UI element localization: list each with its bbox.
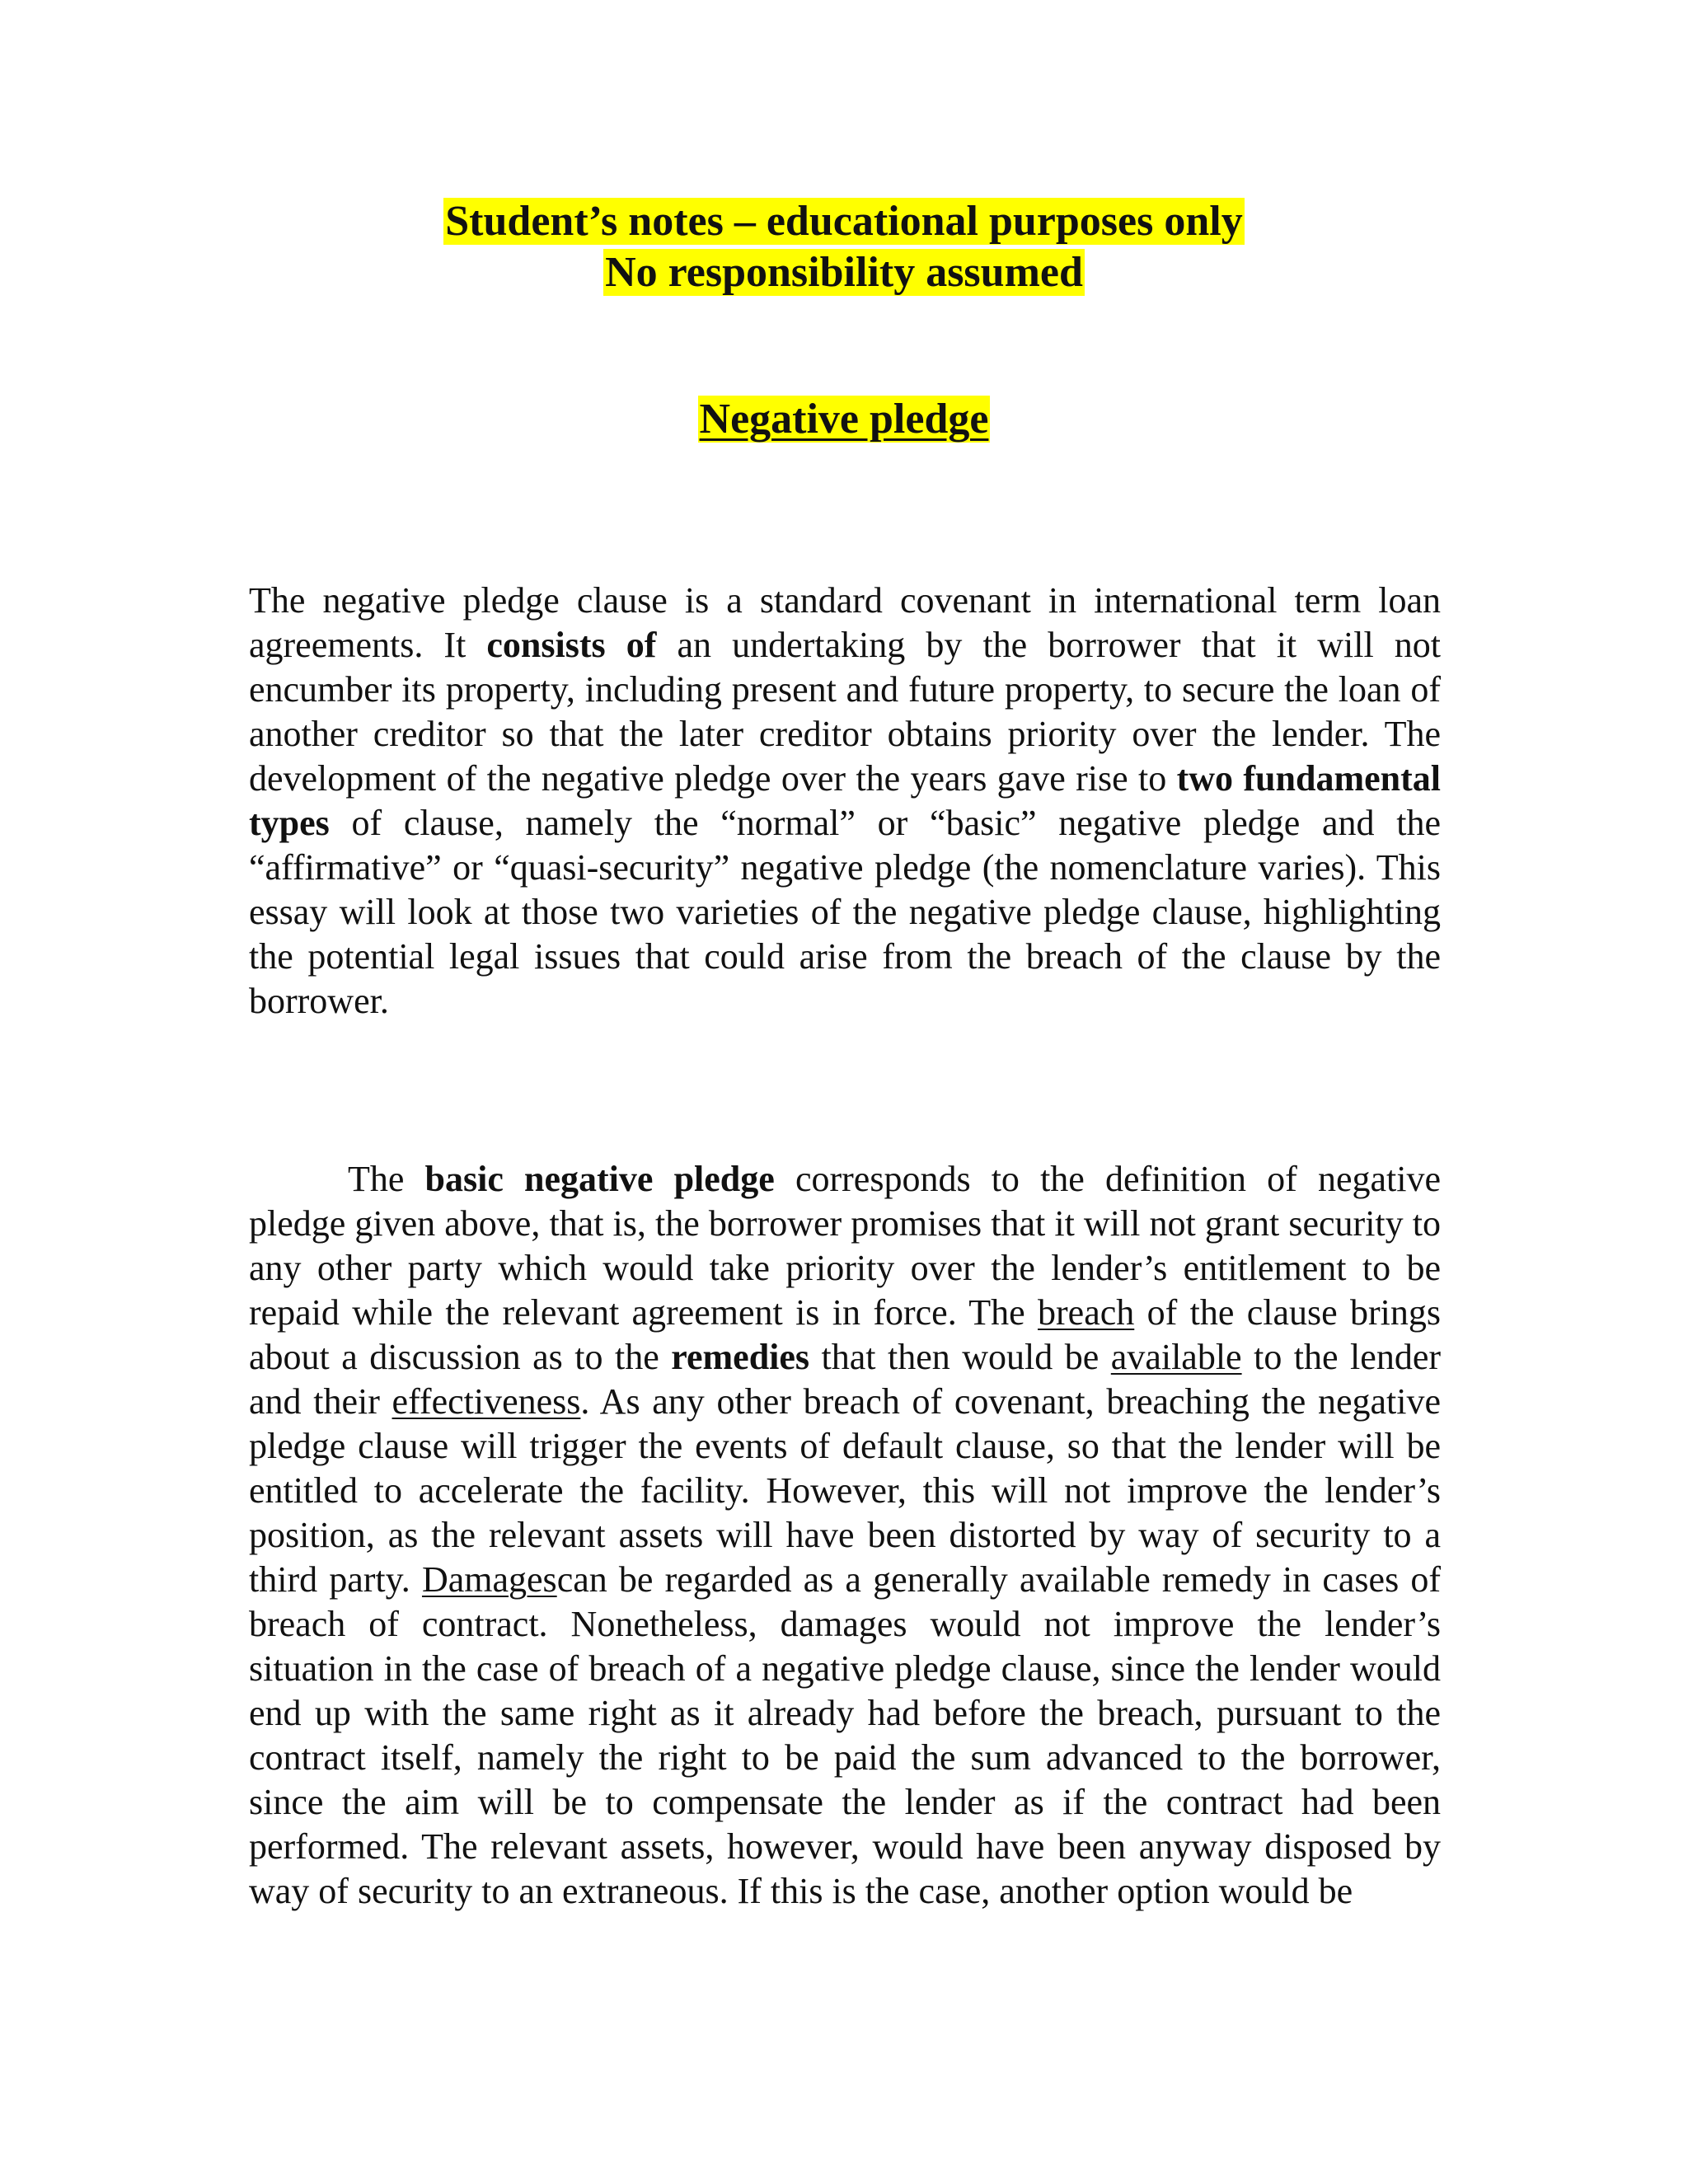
paragraph-basic-text-6: . As any other breach of covenant, breaching the negative pledge clause will trigger the events of default clause, so that the lender will be entitled to accelerate the facility. However, this will not improve the lender’s position, as the relevant assets will have been distorted by way of security to a third party. — [249, 1381, 1441, 1600]
paragraph-intro — [249, 579, 1441, 1024]
paragraph-intro-bold-1: consists of — [486, 625, 657, 665]
paragraph-basic-text-5: to the lender and their — [249, 1337, 1441, 1422]
paragraph-basic-pledge — [249, 1157, 1441, 1914]
paragraph-basic-underline-damages: Damages — [421, 1559, 557, 1600]
paragraph-intro-text-3: of clause, namely the “normal” or “basic” negative pledge and the “affirmative” or “quasi-security” negative pledge (the nomenclature varies). This essay will look at those two varieties of the negative pledge clause, highlighting the potential legal issues that could arise from the breach of the clause by the borrower. — [249, 803, 1441, 1021]
disclaimer-line-1-text: Student’s notes – educational purposes only — [445, 198, 1243, 245]
paragraph-intro-bold-2: two fundamental types — [249, 758, 1441, 843]
paragraph-basic-text-7: can be regarded as a generally available remedy in cases of breach of contract. Nonetheless, damages would not improve the lender’s situation in the case of breach of a negative pledge clause, since the lender would end up with the same right as it already had before the breach, pursuant to the contract itself, namely the right to be paid the sum advanced to the borrower, since the aim will be to compensate the lender as if the contract had been performed. The relevant assets, however, would have been anyway disposed by way of security to an extraneous. If this is the case, another option would be — [249, 1559, 1441, 1911]
disclaimer-line-2 — [0, 247, 1688, 298]
paragraph-basic-bold-remedies: remedies — [671, 1337, 810, 1377]
paragraph-intro-text-1: The negative pledge clause is a standard covenant in international term loan agreements. It — [249, 580, 1441, 665]
paragraph-basic-underline-effectiveness: effectiveness — [392, 1381, 581, 1422]
paragraph-basic-underline-available: available — [1110, 1337, 1242, 1377]
paragraph-basic-text-1: The — [348, 1159, 425, 1199]
paragraph-basic-text-3: of the clause brings about a discussion as to the — [249, 1292, 1441, 1377]
document-heading-text: Negative pledge — [699, 396, 989, 443]
document-heading — [0, 394, 1688, 445]
disclaimer-line-1 — [0, 196, 1688, 247]
paragraph-intro-text-2: an undertaking by the borrower that it will not encumber its property, including present and future property, to secure the loan of another creditor so that the later creditor obtains priority over the lender. The development of the negative pledge over the years gave rise to — [249, 625, 1442, 799]
paragraph-basic-bold-1: basic negative pledge — [424, 1159, 775, 1199]
paragraph-basic-text-4: that then would be — [809, 1337, 1111, 1377]
disclaimer-header — [0, 196, 1688, 298]
paragraph-basic-text-2: corresponds to the definition of negative pledge given above, that is, the borrower promises that it will not grant security to any other party which would take priority over the lender’s entitlement to be repaid while the relevant agreement is in force. The — [249, 1159, 1442, 1333]
paragraph-basic-underline-breach: breach — [1038, 1292, 1135, 1333]
disclaimer-line-2-text: No responsibility assumed — [605, 249, 1083, 296]
